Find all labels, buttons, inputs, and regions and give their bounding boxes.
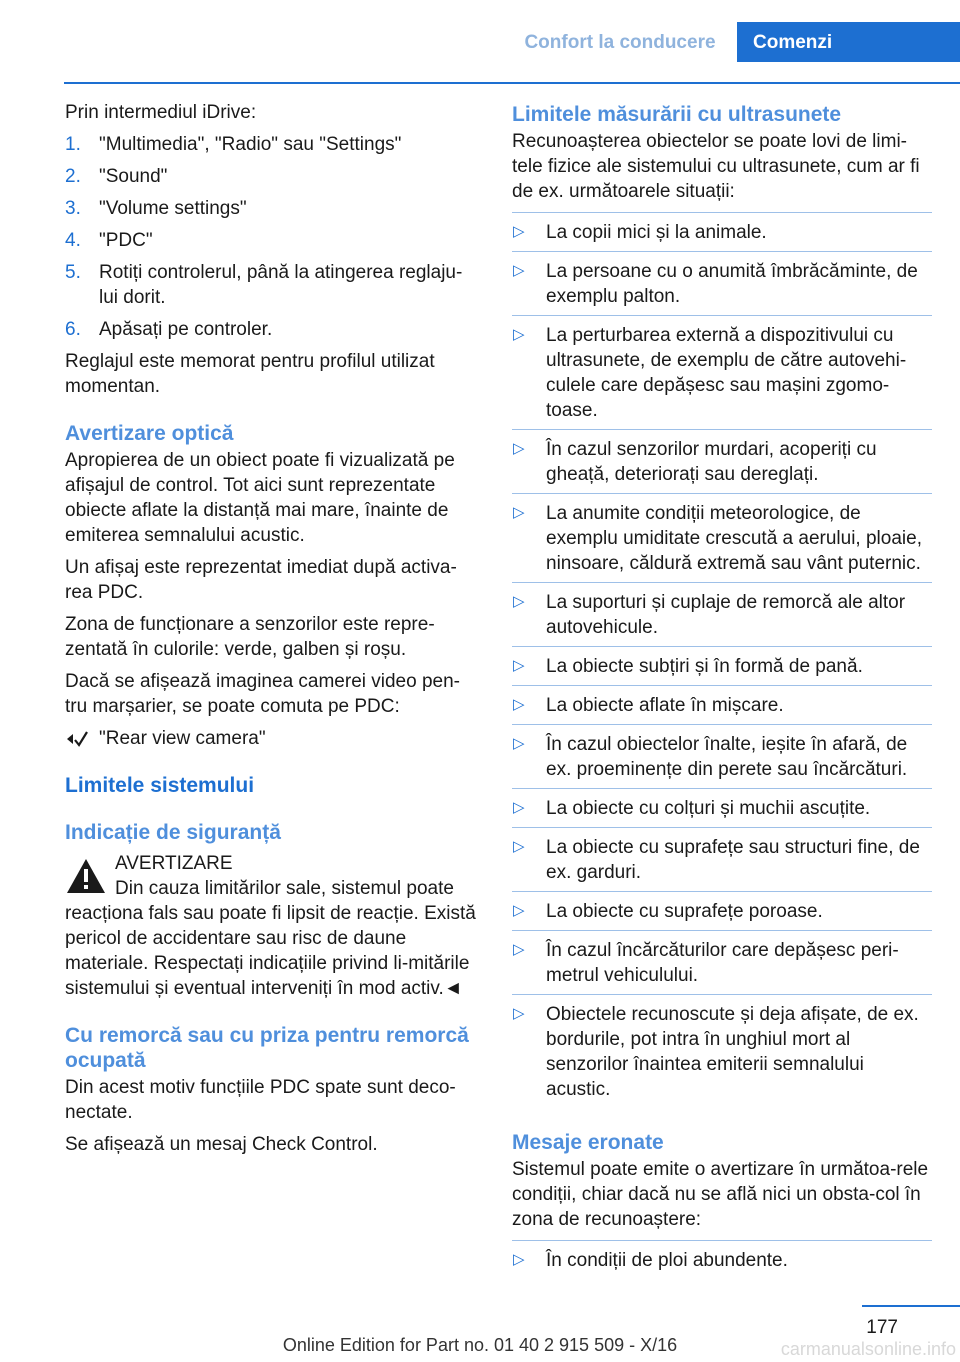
bullet-triangle-icon: ▷ [513, 1251, 525, 1268]
list-item: ▷ În condiții de ploi abundente. [512, 1240, 932, 1279]
error-messages-heading: Mesaje eronate [512, 1131, 664, 1154]
step-item: 6. Apăsați pe controler. [65, 319, 273, 340]
list-item: ▷ La suporturi și cuplaje de remorcă ale altor autovehicule. [512, 582, 932, 646]
list-item: ▷ La obiecte cu colțuri și muchii ascuțite. [512, 788, 932, 827]
page-header [0, 22, 960, 62]
bullet-triangle-icon: ▷ [513, 657, 525, 674]
bullet-triangle-icon: ▷ [513, 223, 525, 240]
list-item: ▷ Obiectele recunoscute și deja afișate, de ex. bordurile, pot intra în unghiul mort al senzorilor înaintea emiterii semnalului acustic. [512, 994, 932, 1108]
bullet-triangle-icon: ▷ [513, 735, 525, 752]
bullet-triangle-icon: ▷ [513, 902, 525, 919]
chapter-tab: Comenzi [737, 22, 960, 62]
bullet-triangle-icon: ▷ [513, 326, 525, 343]
right-column [512, 100, 932, 1279]
header-rule [64, 82, 960, 84]
list-item: ▷ La obiecte aflate în mișcare. [512, 685, 932, 724]
optic-paragraph: Zona de funcționare a senzorilor este repre-zentată în culorile: verde, galben și roșu. [65, 614, 435, 660]
camera-row [65, 726, 480, 751]
bullet-triangle-icon: ▷ [513, 696, 525, 713]
list-item: ▷ La obiecte cu suprafețe sau structuri fine, de ex. garduri. [512, 827, 932, 891]
bullet-triangle-icon: ▷ [513, 593, 525, 610]
list-item: ▷ La obiecte cu suprafețe poroase. [512, 891, 932, 930]
bullet-triangle-icon: ▷ [513, 262, 525, 279]
left-column [65, 100, 480, 1164]
errors-intro: Sistemul poate emite o avertizare în următoa-rele condiții, chiar dacă nu se află nici un obsta-col în zona de recunoaștere: [512, 1159, 929, 1230]
rear-camera-icon [65, 730, 89, 748]
list-item: ▷ În cazul senzorilor murdari, acoperiți cu gheață, deteriorați sau dereglați. [512, 429, 932, 493]
ultrasound-intro: Recunoașterea obiectelor se poate lovi de limi-tele fizice ale sistemului cu ultrasunete, cum ar fi de ex. următoarele situații: [512, 131, 920, 202]
list-item: ▷ La copii mici și la animale. [512, 212, 932, 251]
page-number: 177 [866, 1317, 898, 1338]
trailer-paragraph: Din acest motiv funcțiile PDC spate sunt deco-nectate. [65, 1077, 456, 1123]
list-item: ▷ În cazul obiectelor înalte, ieșite în afară, de ex. proeminențe din perete sau încărcături. [512, 724, 932, 788]
camera-label: "Rear view camera" [99, 728, 266, 749]
warning-text-line: Din cauza limitărilor sale, sistemul poate [115, 878, 454, 899]
step-item: 1. "Multimedia", "Radio" sau "Settings" [65, 134, 402, 155]
system-limits-heading: Limitele sistemului [65, 774, 255, 797]
step-item: 5. Rotiți controlerul, până la atingerea reglaju-lui dorit. [65, 262, 463, 308]
list-item: ▷ La perturbarea externă a dispozitivului cu ultrasunete, de exemplu de către autovehi-culele care depășesc sau mașini zgomo-toase. [512, 315, 932, 429]
warning-triangle-icon [65, 857, 107, 895]
warning-title: AVERTIZARE [115, 853, 233, 874]
idrive-intro: Prin intermediul iDrive: [65, 102, 257, 123]
bullet-triangle-icon: ▷ [513, 1005, 525, 1022]
watermark: carmanualsonline.info [780, 1339, 956, 1359]
bullet-triangle-icon: ▷ [513, 941, 525, 958]
safety-heading: Indicație de siguranță [65, 821, 281, 844]
step-item: 2. "Sound" [65, 166, 168, 187]
trailer-heading: Cu remorcă sau cu priza pentru remorcă ocupată [65, 1024, 469, 1072]
bullet-triangle-icon: ▷ [513, 799, 525, 816]
footer-rule [862, 1305, 960, 1307]
step-item: 3. "Volume settings" [65, 198, 247, 219]
optic-warning-heading: Avertizare optică [65, 422, 234, 445]
step-item: 4. "PDC" [65, 230, 153, 251]
optic-paragraph: Apropierea de un obiect poate fi vizualizată pe afișajul de control. Tot aici sunt reprezentate obiecte aflate la distanță mai mare, înainte de emiterea semnalului acustic. [65, 450, 455, 546]
ultrasound-limits-heading: Limitele măsurării cu ultrasunete [512, 103, 842, 126]
warning-text: reacționa fals sau poate fi lipsit de reacție. Există pericol de accidentare sau risc de daune materiale. Respectați indicațiile privind li-mitările sistemului și eventual interveniți în mod activ.◄ [65, 903, 476, 999]
steps-list [65, 132, 480, 342]
bullet-triangle-icon: ▷ [513, 504, 525, 521]
section-tab: Confort la conducere [524, 32, 716, 53]
list-item: ▷ În cazul încărcăturilor care depășesc peri-metrul vehiculului. [512, 930, 932, 994]
bullet-triangle-icon: ▷ [513, 838, 525, 855]
edition-text: Online Edition for Part no. 01 40 2 915 509 - X/16 [282, 1335, 678, 1355]
list-item: ▷ La anumite condiții meteorologice, de exemplu umiditate crescută a aerului, ploaie, ninsoare, căldură extremă sau vânt puternic. [512, 493, 932, 582]
trailer-paragraph: Se afișează un mesaj Check Control. [65, 1134, 378, 1155]
memo-text: Reglajul este memorat pentru profilul utilizat momentan. [65, 351, 435, 397]
list-item: ▷ La persoane cu o anumită îmbrăcăminte, de exemplu palton. [512, 251, 932, 315]
optic-paragraph: Un afișaj este reprezentat imediat după activa-rea PDC. [65, 557, 457, 603]
list-item: ▷ La obiecte subțiri și în formă de pană. [512, 646, 932, 685]
warning-block [65, 851, 480, 1001]
bullet-triangle-icon: ▷ [513, 440, 525, 457]
optic-paragraph: Dacă se afișează imaginea camerei video pen-tru marșarier, se poate comuta pe PDC: [65, 671, 460, 717]
errors-list [512, 1240, 932, 1279]
ultrasound-list [512, 212, 932, 1108]
